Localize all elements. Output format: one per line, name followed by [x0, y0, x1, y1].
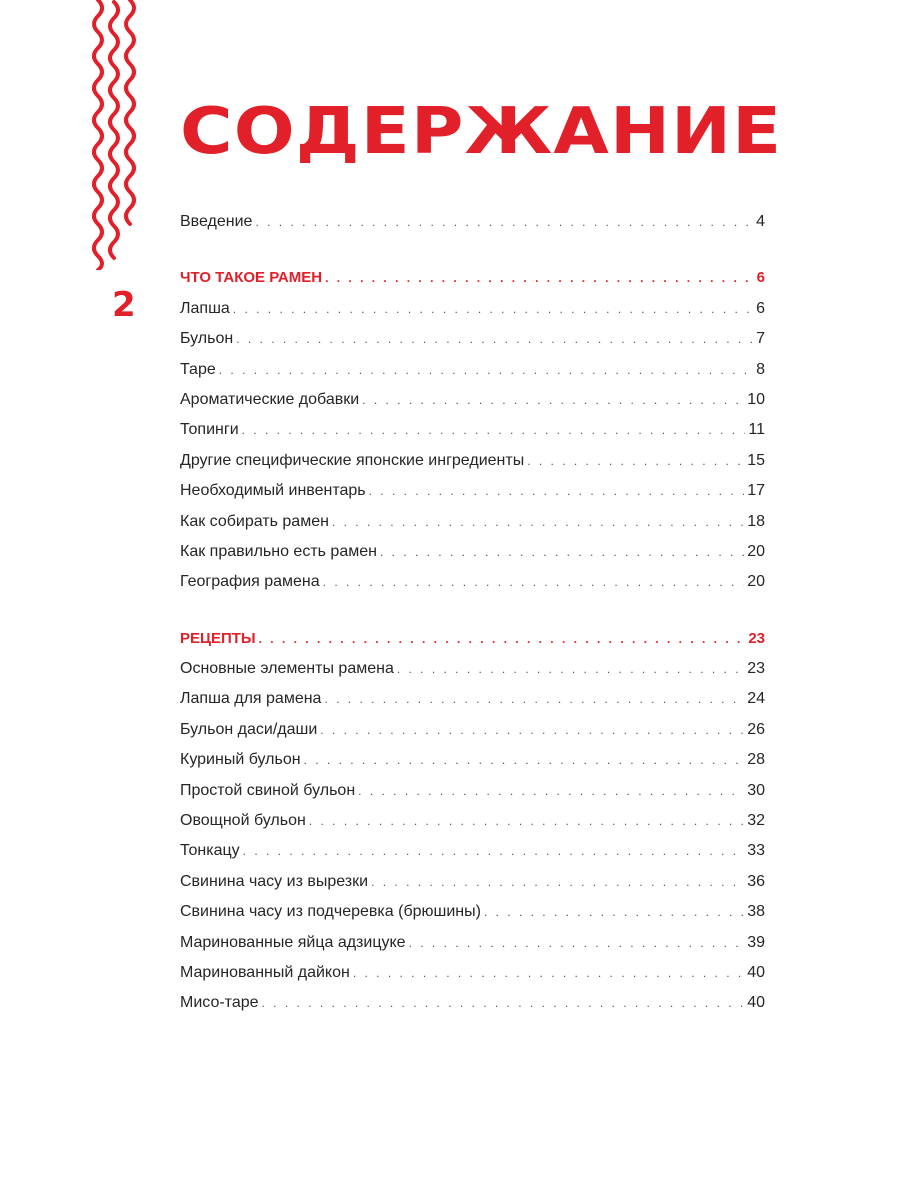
- toc-entry-page: 10: [747, 390, 765, 408]
- toc-entry[interactable]: [180, 690, 765, 720]
- toc-entry-label: Лапша: [180, 299, 230, 317]
- dot-leader: [353, 966, 744, 980]
- toc-entry-label: Как правильно есть рамен: [180, 542, 377, 560]
- section-spacer: [180, 243, 765, 269]
- toc-entry[interactable]: [180, 660, 765, 690]
- toc-entry-label: Необходимый инвентарь: [180, 482, 366, 500]
- toc-entry-label: Маринованные яйца адзицуке: [180, 933, 406, 951]
- toc-section-heading-recipes[interactable]: [180, 630, 765, 660]
- dot-leader: [369, 484, 745, 498]
- dot-leader: [309, 814, 744, 828]
- toc-entry[interactable]: [180, 903, 765, 933]
- toc-entry[interactable]: [180, 452, 765, 482]
- dot-leader: [362, 393, 744, 407]
- toc-entry-label: Маринованный дайкон: [180, 963, 350, 981]
- toc-entry-page: 15: [747, 451, 765, 469]
- section-heading-page: 23: [748, 629, 765, 647]
- toc-entry-page: 30: [747, 781, 765, 799]
- toc-entry-page: 23: [747, 660, 765, 678]
- wavy-noodle-lines-icon: [88, 0, 144, 270]
- toc-entry-page: 4: [756, 213, 765, 230]
- toc-entry[interactable]: [180, 934, 765, 964]
- toc-entry[interactable]: [180, 994, 765, 1024]
- toc-entry[interactable]: [180, 421, 765, 451]
- toc-entry-page: 40: [747, 963, 765, 981]
- toc-entry-label: Мисо-таре: [180, 994, 259, 1012]
- toc-entry-page: 11: [748, 421, 765, 439]
- toc-entry-page: 28: [747, 751, 765, 769]
- toc-entry[interactable]: [180, 873, 765, 903]
- toc-entry[interactable]: [180, 300, 765, 330]
- toc-entry[interactable]: [180, 842, 765, 872]
- dot-leader: [304, 753, 745, 767]
- toc-entry-label: Свинина часу из подчеревка (брюшины): [180, 903, 481, 921]
- dot-leader: [236, 332, 753, 346]
- toc-entry-page: 24: [747, 690, 765, 708]
- toc-entry-label: Куриный бульон: [180, 751, 301, 769]
- section-heading-label: РЕЦЕПТЫ: [180, 629, 256, 647]
- toc-entry-intro[interactable]: [180, 213, 765, 243]
- dot-leader: [323, 575, 745, 589]
- dot-leader: [380, 545, 744, 559]
- toc-entry-label: Свинина часу из вырезки: [180, 872, 369, 890]
- toc-entry-label: Основные элементы рамена: [180, 660, 394, 678]
- toc-entry-label: Другие специфические японские ингредиенты: [180, 451, 525, 469]
- dot-leader: [409, 936, 745, 950]
- dot-leader: [527, 454, 744, 468]
- toc-entry-page: 33: [747, 842, 765, 860]
- toc-entry-label: Таре: [180, 360, 216, 378]
- toc-entry-label: Лапша для рамена: [180, 690, 322, 708]
- dot-leader: [262, 996, 745, 1010]
- dot-leader: [332, 515, 744, 529]
- toc-entry-page: 20: [747, 573, 765, 591]
- toc-entry-label: Тонкацу: [180, 842, 240, 860]
- page-number: 2: [112, 285, 136, 325]
- toc-entry-page: 7: [756, 330, 765, 348]
- toc-entry[interactable]: [180, 721, 765, 751]
- toc-entry-page: 39: [747, 933, 765, 951]
- toc-entry-label: Овощной бульон: [180, 812, 306, 830]
- toc-entry-page: 40: [747, 994, 765, 1012]
- toc-entry[interactable]: [180, 782, 765, 812]
- toc-entry[interactable]: [180, 573, 765, 603]
- toc-entry-label: Как собирать рамен: [180, 512, 329, 530]
- toc-entry-label: Простой свиной бульон: [180, 781, 356, 799]
- toc-entry-page: 20: [747, 542, 765, 560]
- toc-entry[interactable]: [180, 361, 765, 391]
- dot-leader: [324, 692, 744, 706]
- page-title: СОДЕРЖАНИЕ: [180, 95, 783, 169]
- section-spacer: [180, 604, 765, 630]
- toc-entry-label: Бульон даси/даши: [180, 720, 318, 738]
- section-heading-page: 6: [756, 269, 765, 287]
- toc-entry-page: 17: [747, 482, 765, 500]
- toc-entry-page: 6: [756, 299, 765, 317]
- dot-leader: [484, 905, 744, 919]
- toc-entry-page: 32: [747, 812, 765, 830]
- toc-entry-label: Ароматические добавки: [180, 390, 360, 408]
- toc-entry[interactable]: [180, 391, 765, 421]
- dot-leader: [242, 423, 746, 437]
- toc-section-heading-what-is-ramen[interactable]: [180, 269, 765, 299]
- toc-entry-label: География рамена: [180, 573, 320, 591]
- toc-entry[interactable]: [180, 751, 765, 781]
- dot-leader: [233, 302, 753, 316]
- toc-entry-page: 18: [747, 512, 765, 530]
- toc-entry[interactable]: [180, 964, 765, 994]
- toc-entry[interactable]: [180, 482, 765, 512]
- table-of-contents: [180, 213, 765, 1025]
- dot-leader: [371, 875, 744, 889]
- dot-leader: [243, 844, 745, 858]
- toc-entry-label: Введение: [180, 213, 253, 230]
- dot-leader: [255, 215, 753, 229]
- toc-entry[interactable]: [180, 513, 765, 543]
- dot-leader: [325, 271, 754, 285]
- toc-entry-label: Топинги: [180, 421, 239, 439]
- dot-leader: [219, 363, 753, 377]
- toc-entry-page: 38: [747, 903, 765, 921]
- toc-entry-page: 26: [747, 720, 765, 738]
- toc-entry[interactable]: [180, 330, 765, 360]
- toc-entry[interactable]: [180, 812, 765, 842]
- toc-entry[interactable]: [180, 543, 765, 573]
- dot-leader: [320, 723, 744, 737]
- toc-entry-page: 36: [747, 872, 765, 890]
- dot-leader: [259, 632, 746, 646]
- toc-entry-page: 8: [756, 360, 765, 378]
- section-heading-label: ЧТО ТАКОЕ РАМЕН: [180, 269, 323, 287]
- dot-leader: [397, 662, 744, 676]
- dot-leader: [358, 784, 744, 798]
- toc-entry-label: Бульон: [180, 330, 234, 348]
